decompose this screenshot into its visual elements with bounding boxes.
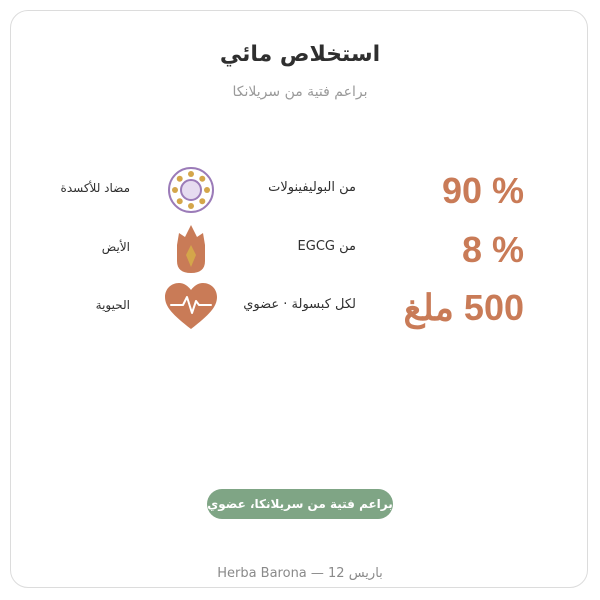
stat-label: من البوليفينولات bbox=[268, 180, 356, 195]
stat-label: من EGCG bbox=[297, 239, 356, 254]
footer-brand: Herba Barona — 12 باريس bbox=[217, 566, 383, 581]
origin-badge: براعم فتية من سريلانكا، عضوي bbox=[207, 489, 393, 519]
antioxidant-ring-icon bbox=[163, 162, 219, 218]
page-title: استخلاص مائي bbox=[219, 42, 381, 67]
flame-icon bbox=[163, 221, 219, 277]
stat-label: لكل كبسولة · عضوي bbox=[243, 297, 356, 312]
stat-value: 500 ملغ bbox=[403, 287, 524, 328]
heart-pulse-icon bbox=[163, 279, 219, 335]
stat-value: % 8 bbox=[461, 229, 524, 270]
page-subtitle: براعم فتية من سريلانكا bbox=[232, 84, 368, 100]
benefit-label: الأيض bbox=[101, 240, 130, 254]
benefit-label: مضاد للأكسدة bbox=[60, 181, 130, 195]
stat-value: % 90 bbox=[441, 170, 524, 211]
stat-row-polyphenols bbox=[0, 170, 600, 230]
benefit-label: الحيوية bbox=[95, 298, 130, 312]
stat-row-capsule bbox=[0, 287, 600, 347]
stat-row-egcg bbox=[0, 229, 600, 289]
